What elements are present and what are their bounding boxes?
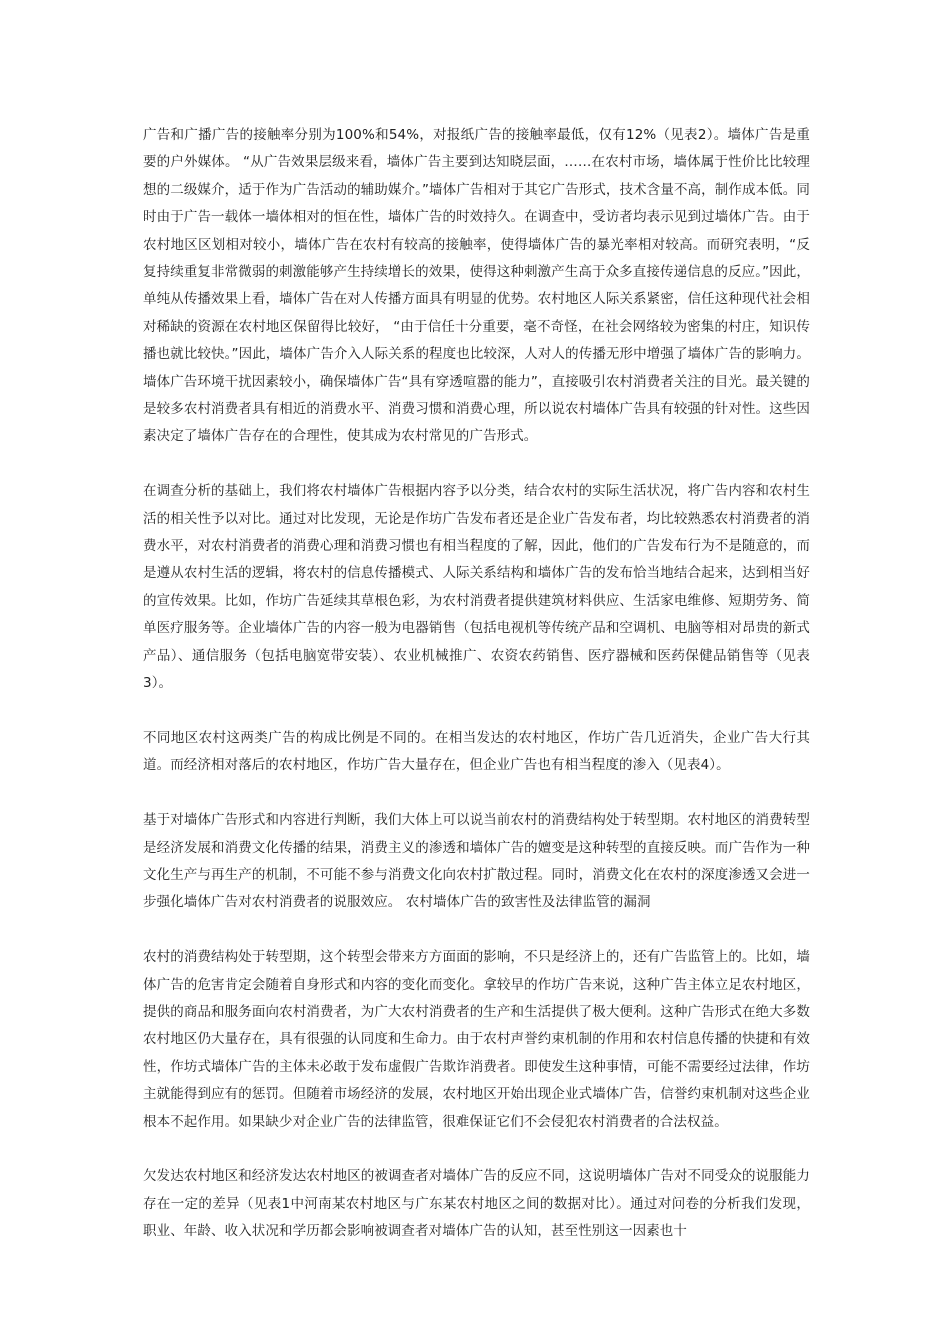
paragraph-2: 在调查分析的基础上，我们将农村墙体广告根据内容予以分类，结合农村的实际生活状况，将广告内容和农村生活的相关性予以对比。通过对比发现，无论是作坊广告发布者还是企业广告发布者，均比较熟悉农村消费者的消费水平，对农村消费者的消费心理和消费习惯也有相当程度的了解，因此，他们的广告发布行为不是随意的，而是遵从农村生活的逻辑，将农村的信息传播模式、人际关系结构和墙体广告的发布恰当地结合起来，达到相当好的宣传效果。比如，作坊广告延续其草根色彩，为农村消费者提供建筑材料供应、生活家电维修、短期劳务、简单医疗服务等。企业墙体广告的内容一般为电器销售（包括电视机等传统产品和空调机、电脑等相对昂贵的新式产品）、通信服务（包括电脑宽带安装）、农业机械推广、农资农药销售、医疗器械和医药保健品销售等（见表3）。 <box>143 483 810 692</box>
paragraph-5: 农村的消费结构处于转型期，这个转型会带来方方面面的影响，不只是经济上的，还有广告监管上的。比如，墙体广告的危害肯定会随着自身形式和内容的变化而变化。拿较早的作坊广告来说，这种广告主体立足农村地区，提供的商品和服务面向农村消费者，为广大农村消费者的生产和生活提供了极大便利。这种广告形式在绝大多数农村地区仍大量存在，具有很强的认同度和生命力。由于农村声誉约束机制的作用和农村信息传播的快捷和有效性，作坊式墙体广告的主体未必敢于发布虚假广告欺诈消费者。即使发生这种事情，可能不需要经过法律，作坊主就能得到应有的惩罚。但随着市场经济的发展，农村地区开始出现企业式墙体广告，信誉约束机制对这些企业根本不起作用。如果缺少对企业广告的法律监管，很难保证它们不会侵犯农村消费者的合法权益。 <box>143 949 810 1130</box>
paragraph-4: 基于对墙体广告形式和内容进行判断，我们大体上可以说当前农村的消费结构处于转型期。农村地区的消费转型是经济发展和消费文化传播的结果，消费主义的渗透和墙体广告的嬗变是这种转型的直接反映。而广告作为一种文化生产与再生产的机制，不可能不参与消费文化向农村扩散过程。同时，消费文化在农村的深度渗透又会进一步强化墙体广告对农村消费者的说服效应。 农村墙体广告的致害性及法律监管的漏洞 <box>143 812 810 911</box>
document-body <box>143 122 810 1246</box>
paragraph-1: 广告和广播广告的接触率分别为100%和54%，对报纸广告的接触率最低，仅有12%（见表2）。墙体广告是重要的户外媒体。 “从广告效果层级来看，墙体广告主要到达知晓层面，……在农村市场，墙体属于性价比比较理想的二级媒介，适于作为广告活动的辅助媒介。”墙体广告相对于其它广告形式，技术含量不高，制作成本低。同时由于广告一载体一墙体相对的恒在性，墙体广告的时效持久。在调查中，受访者均表示见到过墙体广告。由于农村地区区划相对较小，墙体广告在农村有较高的接触率，使得墙体广告的暴光率相对较高。而研究表明，“反复持续重复非常微弱的刺激能够产生持续增长的效果，使得这种刺激产生高于众多直接传递信息的反应。”因此，单纯从传播效果上看，墙体广告在对人传播方面具有明显的优势。农村地区人际关系紧密，信任这种现代社会相对稀缺的资源在农村地区保留得比较好， “由于信任十分重要，毫不奇怪，在社会网络较为密集的村庄，知识传播也就比较快。”因此，墙体广告介入人际关系的程度也比较深，人对人的传播无形中增强了墙体广告的影响力。墙体广告环境干扰因素较小，确保墙体广告“具有穿透喧嚣的能力”，直接吸引农村消费者关注的目光。最关键的是较多农村消费者具有相近的消费水平、消费习惯和消费心理，所以说农村墙体广告具有较强的针对性。这些因素决定了墙体广告存在的合理性，使其成为农村常见的广告形式。 <box>143 127 810 445</box>
paragraph-3: 不同地区农村这两类广告的构成比例是不同的。在相当发达的农村地区，作坊广告几近消失，企业广告大行其道。而经济相对落后的农村地区，作坊广告大量存在，但企业广告也有相当程度的渗入（见表4）。 <box>143 729 810 774</box>
paragraph-6: 欠发达农村地区和经济发达农村地区的被调查者对墙体广告的反应不同，这说明墙体广告对不同受众的说服能力存在一定的差异（见表1中河南某农村地区与广东某农村地区之间的数据对比）。通过对问卷的分析我们发现，职业、年龄、收入状况和学历都会影响被调查者对墙体广告的认知，甚至性别这一因素也十 <box>143 1168 810 1240</box>
